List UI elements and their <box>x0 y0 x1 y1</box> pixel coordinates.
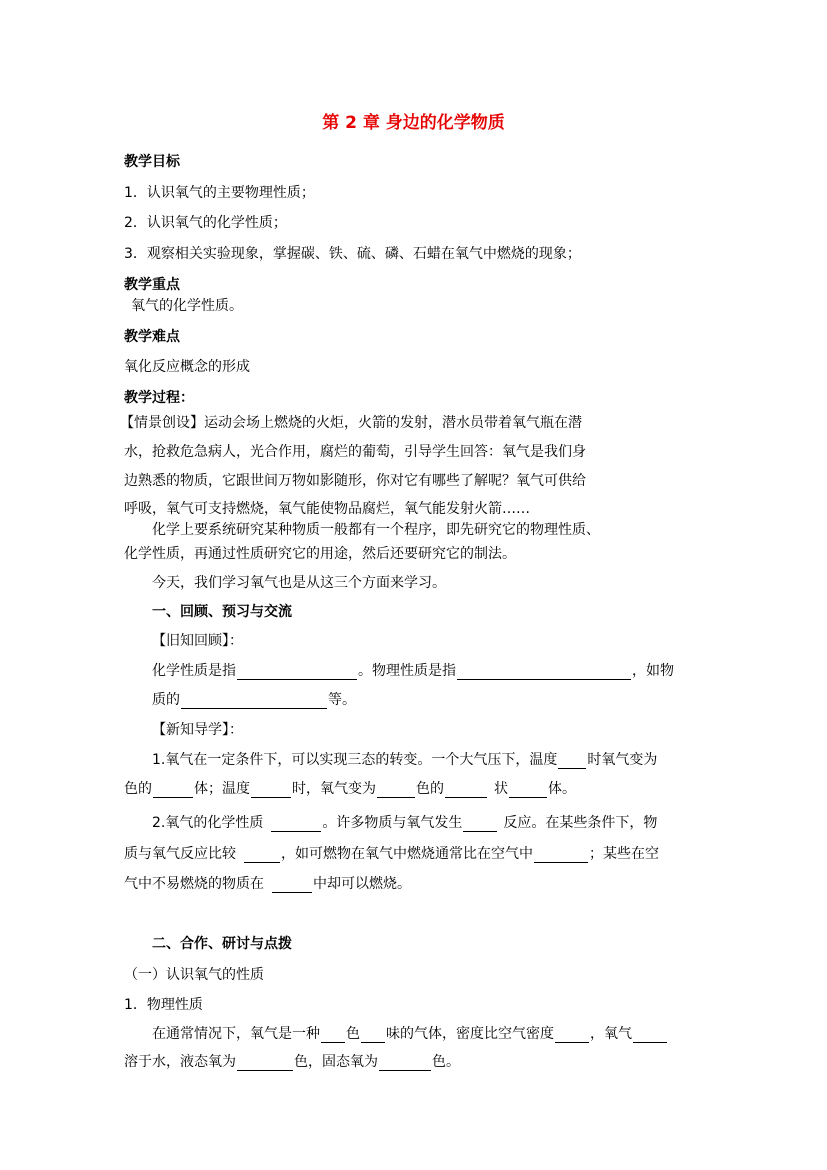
physical-text: 在通常情况下，氧气是一种 <box>152 1026 320 1042</box>
answer-blank[interactable] <box>321 1028 345 1043</box>
physical-line-1 <box>152 1025 668 1043</box>
scenario-line: 【情景创设】运动会场上燃烧的火炬，火箭的发射，潜水员带着氧气瓶在潜 <box>120 415 582 431</box>
q2-text: 。许多物质与氧气发生 <box>322 815 463 831</box>
objective-item: 3．观察相关实验现象，掌握碳、铁、硫、磷、石蜡在氧气中燃烧的现象； <box>124 246 581 262</box>
answer-blank[interactable] <box>509 783 547 798</box>
answer-blank[interactable] <box>558 754 586 769</box>
scenario-line: 水，抢救危急病人，光合作用，腐烂的葡萄，引导学生回答：氧气是我们身 <box>124 444 586 460</box>
q2-text: 2.氧气的化学性质 <box>152 815 264 831</box>
review-label: 【旧知回顾】： <box>152 633 243 649</box>
q1-text: 色的 <box>124 781 152 797</box>
physical-text: 溶于水，液态氧为 <box>124 1054 236 1070</box>
q2-text: ；某些在空 <box>589 846 659 862</box>
answer-blank[interactable] <box>445 783 487 798</box>
review-text: 等。 <box>328 692 356 708</box>
answer-blank[interactable] <box>534 848 588 863</box>
answer-blank[interactable] <box>181 694 327 709</box>
answer-blank[interactable] <box>244 848 280 863</box>
answer-blank[interactable] <box>272 878 312 893</box>
q2-line-1 <box>152 814 657 832</box>
process-heading: 教学过程： <box>124 390 194 406</box>
review-text: 。物理性质是指 <box>358 663 456 679</box>
section2-subheading: （一）认识氧气的性质 <box>124 967 264 983</box>
answer-blank[interactable] <box>555 1028 589 1043</box>
physical-text: 色。 <box>432 1054 460 1070</box>
q2-text: 中却可以燃烧。 <box>313 876 411 892</box>
scenario-line: 呼吸，氧气可支持燃烧，氧气能使物品腐烂，氧气能发射火箭…… <box>124 501 530 517</box>
q1-text: 时，氧气变为 <box>292 781 376 797</box>
q1-line-1 <box>152 751 657 769</box>
q2-text: 气中不易燃烧的物质在 <box>124 876 264 892</box>
answer-blank[interactable] <box>153 783 193 798</box>
q2-line-2 <box>124 845 659 863</box>
method-line: 化学性质，再通过性质研究它的用途，然后还要研究它的制法。 <box>124 546 516 562</box>
physical-text: 色，固态氧为 <box>294 1054 378 1070</box>
q2-text: 质与氧气反应比较 <box>124 846 236 862</box>
q1-text: 体；温度 <box>194 781 250 797</box>
objective-item: 2．认识氧气的化学性质； <box>124 215 287 231</box>
q1-text: 体。 <box>548 781 576 797</box>
answer-blank[interactable] <box>377 783 415 798</box>
q2-text: 反应。在某些条件下，物 <box>503 815 658 831</box>
section2-heading: 二、合作、研讨与点拨 <box>152 936 292 952</box>
q1-text: 状 <box>494 781 508 797</box>
answer-blank[interactable] <box>463 817 497 832</box>
objective-item: 1．认识氧气的主要物理性质； <box>124 185 315 201</box>
method-line: 化学上要系统研究某种物质一般都有一个程序，即先研究它的物理性质、 <box>152 522 600 538</box>
difficulty-heading: 教学难点 <box>124 329 180 345</box>
new-knowledge-label: 【新知导学】： <box>152 722 243 738</box>
answer-blank[interactable] <box>237 665 357 680</box>
q1-text: 时氧气变为 <box>587 752 658 768</box>
today-line: 今天，我们学习氧气也是从这三个方面来学习。 <box>152 575 446 591</box>
q1-text: 1.氧气在一定条件下，可以实现三态的转变。一个大气压下，温度 <box>152 752 558 768</box>
objectives-heading: 教学目标 <box>124 154 180 170</box>
q2-line-3 <box>124 875 411 893</box>
answer-blank[interactable] <box>457 665 631 680</box>
chapter-title: 第 2 章 身边的化学物质 <box>322 113 505 133</box>
answer-blank[interactable] <box>237 1056 293 1071</box>
answer-blank[interactable] <box>633 1028 667 1043</box>
review-text: 化学性质是指 <box>152 663 236 679</box>
q1-line-2 <box>124 780 576 798</box>
answer-blank[interactable] <box>251 783 291 798</box>
answer-blank[interactable] <box>271 817 321 832</box>
physical-text: 味的气体，密度比空气密度 <box>386 1026 554 1042</box>
review-text: 质的 <box>152 692 180 708</box>
physical-text: 色 <box>346 1026 360 1042</box>
key-point-text: 氧气的化学性质。 <box>131 298 243 314</box>
physical-text: ，氧气 <box>590 1026 632 1042</box>
key-point-heading: 教学重点 <box>124 277 180 293</box>
answer-blank[interactable] <box>361 1028 385 1043</box>
physical-line-2 <box>124 1053 460 1071</box>
section1-heading: 一、回顾、预习与交流 <box>152 604 292 620</box>
review-line-1 <box>152 662 674 680</box>
difficulty-text: 氧化反应概念的形成 <box>124 359 250 375</box>
q1-text: 色的 <box>416 781 444 797</box>
q2-text: ，如可燃物在氧气中燃烧通常比在空气中 <box>281 846 533 862</box>
answer-blank[interactable] <box>379 1056 431 1071</box>
scenario-line: 边熟悉的物质，它跟世间万物如影随形，你对它有哪些了解呢？氧气可供给 <box>124 473 586 489</box>
physical-properties-heading: 1．物理性质 <box>124 997 203 1013</box>
review-line-2 <box>152 691 356 709</box>
review-text: ，如物 <box>632 663 674 679</box>
